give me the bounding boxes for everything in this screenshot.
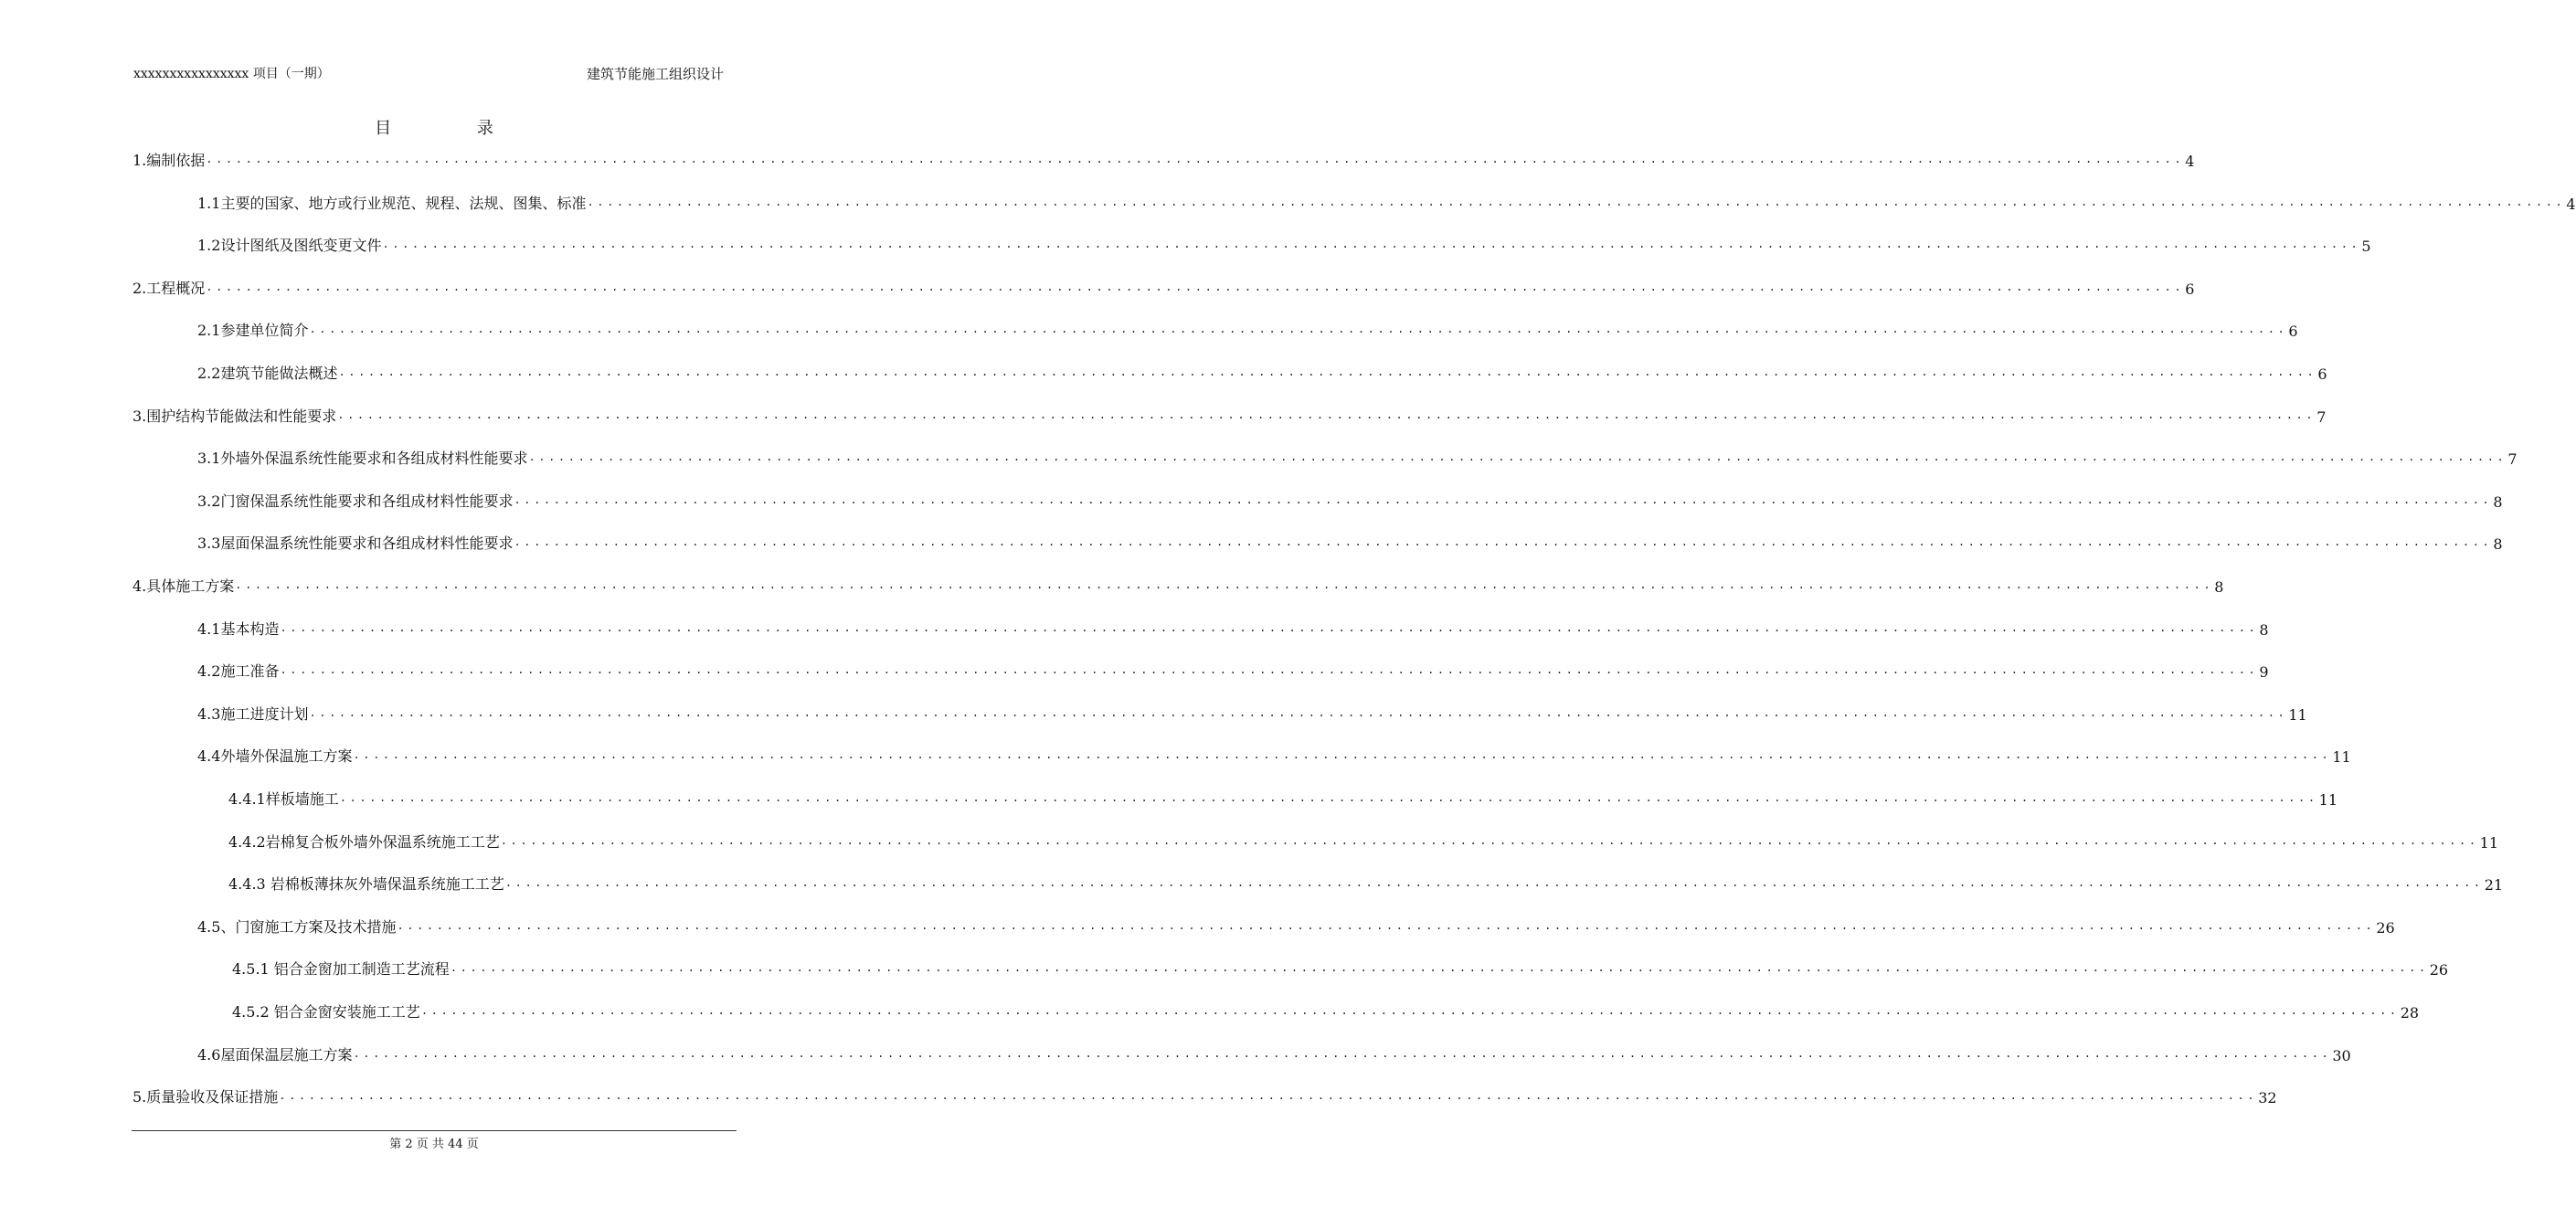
toc-entry[interactable] xyxy=(197,446,2518,469)
toc-entry[interactable] xyxy=(197,744,2351,767)
toc-entry-title: 1.1主要的国家、地方或行业规范、规程、法规、图集、标准 xyxy=(197,194,587,212)
toc-entry-title: 4.5、门窗施工方案及技术措施 xyxy=(197,917,397,936)
toc-entry-page-number: 4 xyxy=(2185,153,2195,170)
toc-leader-dots: ........................................................................................................................................................................................................ xyxy=(235,578,2214,591)
header-project-name: xxxxxxxxxxxxxxxx 项目（一期） xyxy=(133,67,330,81)
toc-entry-title: 4.5.2 铝合金窗安装施工工艺 xyxy=(232,1003,420,1021)
toc-leader-dots: ........................................................................................................................................................................................................ xyxy=(514,492,2493,506)
toc-entry-page-number: 5 xyxy=(2361,238,2371,256)
toc-leader-dots: ........................................................................................................................................................................................................ xyxy=(382,238,2361,251)
toc-entry[interactable] xyxy=(232,957,2449,979)
toc-entry[interactable] xyxy=(197,361,2327,383)
toc-entry-title: 4.1基本构造 xyxy=(197,619,280,638)
toc-entry[interactable] xyxy=(232,1000,2420,1022)
toc-entry[interactable] xyxy=(228,872,2504,895)
toc-entry-page-number: 4 xyxy=(2566,195,2576,213)
toc-entry-page-number: 6 xyxy=(2288,323,2298,341)
toc-entry-title: 4.具体施工方案 xyxy=(133,577,235,595)
toc-entry-title: 1.2设计图纸及图纸变更文件 xyxy=(197,237,382,255)
toc-entry-page-number: 28 xyxy=(2400,1004,2420,1022)
footer-divider xyxy=(132,1130,737,1131)
toc-entry-page-number: 26 xyxy=(2429,961,2449,979)
toc-leader-dots: ........................................................................................................................................................................................................ xyxy=(309,323,2288,336)
toc-entry-title: 3.3屋面保温系统性能要求和各组成材料性能要求 xyxy=(197,535,514,553)
toc-title: 目 录 xyxy=(375,119,534,138)
toc-entry-title: 4.2施工准备 xyxy=(197,662,280,681)
toc-leader-dots: ........................................................................................................................................................................................................ xyxy=(528,450,2507,464)
toc-entry-page-number: 8 xyxy=(2493,492,2503,511)
toc-leader-dots: ........................................................................................................................................................................................................ xyxy=(280,663,2259,677)
toc-entry[interactable] xyxy=(197,531,2503,554)
toc-entry-title: 3.2门窗保温系统性能要求和各组成材料性能要求 xyxy=(197,492,514,510)
toc-entry[interactable] xyxy=(133,404,2327,426)
toc-entry[interactable] xyxy=(197,233,2371,256)
toc-entry[interactable] xyxy=(228,787,2337,809)
toc-entry-page-number: 11 xyxy=(2318,791,2337,809)
toc-leader-dots: ........................................................................................................................................................................................................ xyxy=(206,153,2185,165)
toc-entry[interactable] xyxy=(197,318,2298,341)
page-footer: 第 2 页 共 44 页 xyxy=(389,1138,479,1151)
toc-entry-title: 3.围护结构节能做法和性能要求 xyxy=(133,407,337,425)
toc-entry-page-number: 11 xyxy=(2288,705,2307,724)
toc-entry-title: 4.5.1 铝合金窗加工制造工艺流程 xyxy=(232,960,450,979)
toc-entry-title: 1.编制依据 xyxy=(133,152,206,169)
toc-entry-page-number: 6 xyxy=(2317,365,2327,383)
toc-entry-title: 2.工程概况 xyxy=(133,279,206,297)
toc-leader-dots: ........................................................................................................................................................................................................ xyxy=(397,918,2376,932)
toc-entry-page-number: 32 xyxy=(2258,1089,2277,1107)
toc-entry-title: 5.质量验收及保证措施 xyxy=(133,1088,279,1106)
toc-entry-title: 4.4外墙外保温施工方案 xyxy=(197,747,353,766)
toc-entry[interactable] xyxy=(197,702,2307,724)
toc-entry[interactable] xyxy=(197,1043,2351,1064)
toc-entry[interactable] xyxy=(197,659,2269,682)
toc-entry-title: 2.1参建单位简介 xyxy=(197,322,309,340)
toc-leader-dots: ........................................................................................................................................................................................................ xyxy=(450,961,2429,975)
toc-entry-page-number: 6 xyxy=(2185,280,2195,298)
toc-leader-dots: ........................................................................................................................................................................................................ xyxy=(353,1046,2332,1060)
toc-entry-title: 3.1外墙外保温系统性能要求和各组成材料性能要求 xyxy=(197,450,528,468)
toc-entry-page-number: 7 xyxy=(2316,408,2327,426)
toc-entry-page-number: 8 xyxy=(2493,535,2503,554)
toc-leader-dots: ........................................................................................................................................................................................................ xyxy=(338,365,2317,378)
toc-leader-dots: ........................................................................................................................................................................................................ xyxy=(280,620,2259,634)
toc-leader-dots: ........................................................................................................................................................................................................ xyxy=(587,195,2566,208)
toc-entry-title: 4.4.1样板墙施工 xyxy=(228,790,339,808)
toc-leader-dots: ........................................................................................................................................................................................................ xyxy=(500,833,2479,847)
toc-leader-dots: ........................................................................................................................................................................................................ xyxy=(339,791,2318,804)
toc-entry[interactable] xyxy=(197,191,2576,213)
toc-entry[interactable] xyxy=(133,276,2195,298)
toc-entry-title: 4.4.3 岩棉板薄抹灰外墙保温系统施工工艺 xyxy=(228,875,504,894)
toc-entry[interactable] xyxy=(133,574,2224,596)
toc-entry-page-number: 7 xyxy=(2507,450,2518,469)
toc-leader-dots: ........................................................................................................................................................................................................ xyxy=(337,408,2316,421)
toc-entry-page-number: 11 xyxy=(2332,748,2351,767)
toc-leader-dots: ........................................................................................................................................................................................................ xyxy=(420,1004,2400,1017)
toc-leader-dots: ........................................................................................................................................................................................................ xyxy=(279,1089,2258,1103)
toc-entry-page-number: 21 xyxy=(2484,876,2504,895)
toc-entry[interactable] xyxy=(133,1085,2277,1107)
toc-entry[interactable] xyxy=(133,148,2195,170)
toc-leader-dots: ........................................................................................................................................................................................................ xyxy=(514,535,2493,549)
toc-entry[interactable] xyxy=(197,617,2269,639)
toc-entry-title: 2.2建筑节能做法概述 xyxy=(197,365,338,382)
toc-leader-dots: ........................................................................................................................................................................................................ xyxy=(206,280,2185,293)
toc-leader-dots: ........................................................................................................................................................................................................ xyxy=(353,748,2332,762)
toc-entry-page-number: 30 xyxy=(2332,1046,2351,1064)
toc-entry-title: 4.4.2岩棉复合板外墙外保温系统施工工艺 xyxy=(228,832,500,851)
toc-entry-page-number: 9 xyxy=(2259,663,2269,682)
toc-entry-page-number: 11 xyxy=(2479,833,2498,852)
toc-leader-dots: ........................................................................................................................................................................................................ xyxy=(504,876,2484,890)
toc-entry[interactable] xyxy=(197,915,2395,937)
toc-leader-dots: ........................................................................................................................................................................................................ xyxy=(309,705,2288,719)
toc-entry-page-number: 8 xyxy=(2259,620,2269,639)
toc-entry-page-number: 8 xyxy=(2214,578,2224,596)
toc-entry[interactable] xyxy=(197,489,2503,511)
toc-entry[interactable] xyxy=(228,830,2498,852)
toc-entry-page-number: 26 xyxy=(2376,918,2395,937)
toc-entry-title: 4.6屋面保温层施工方案 xyxy=(197,1045,353,1064)
header-document-title: 建筑节能施工组织设计 xyxy=(586,66,724,82)
toc-entry-title: 4.3施工进度计划 xyxy=(197,704,309,723)
